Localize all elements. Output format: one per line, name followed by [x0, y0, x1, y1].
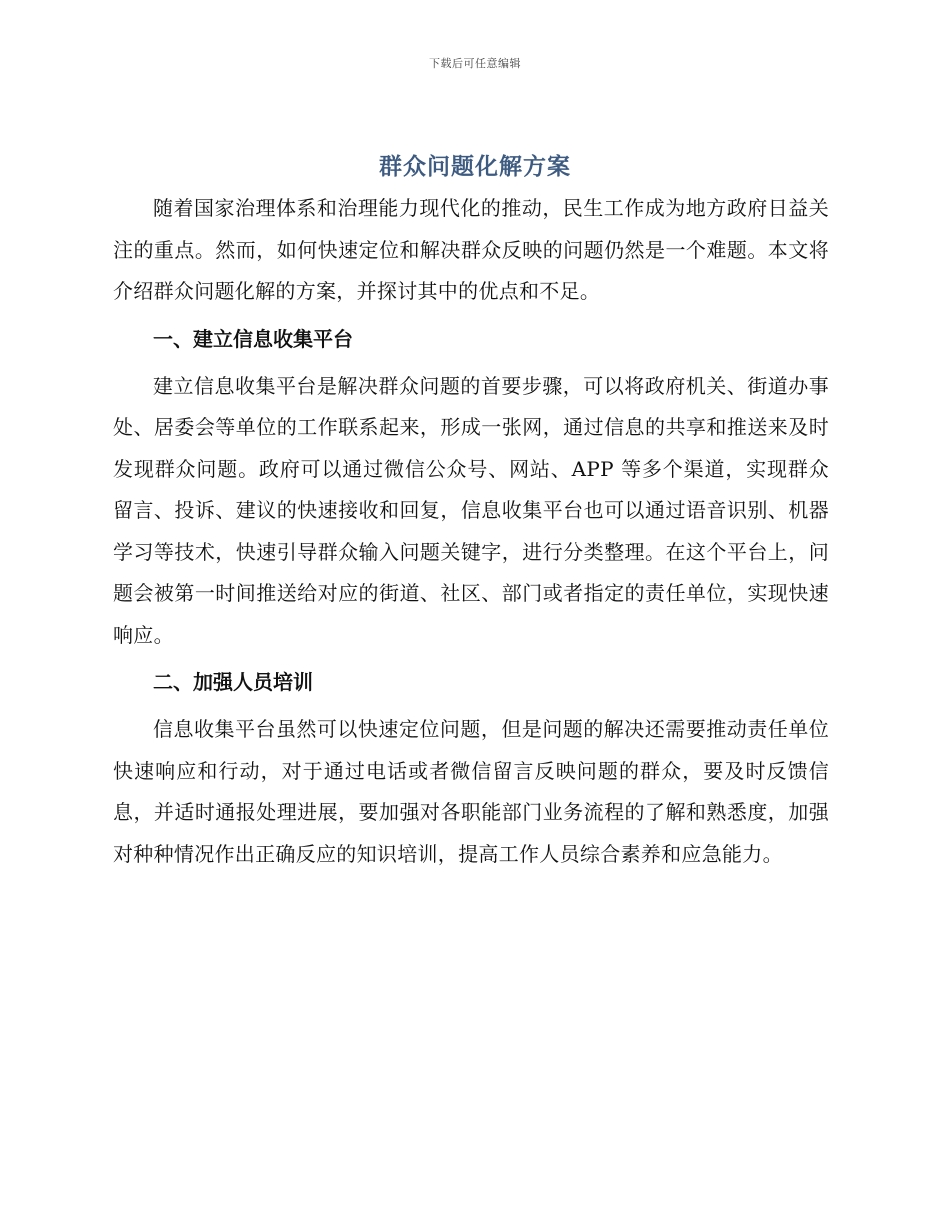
- document-title: 群众问题化解方案: [379, 154, 571, 180]
- section-paragraph-2: 信息收集平台虽然可以快速定位问题，但是问题的解决还需要推动责任单位快速响应和行动，对于通过电话或者微信留言反映问题的群众，要及时反馈信息，并适时通报处理进展，要加强对各职能部门业务流程的了解和熟悉度，加强对种种情况作出正确反应的知识培训，提高工作人员综合素养和应急能力。: [113, 717, 829, 866]
- section-heading-1: 一、建立信息收集平台: [153, 326, 353, 351]
- intro-paragraph: 随着国家治理体系和治理能力现代化的推动，民生工作成为地方政府日益关注的重点。然而，如何快速定位和解决群众反映的问题仍然是一个难题。本文将介绍群众问题化解的方案，并探讨其中的优点和不足。: [113, 196, 829, 303]
- section-heading-2: 二、加强人员培训: [153, 670, 313, 694]
- document-body: [113, 188, 829, 875]
- header-note: 下载后可任意编辑: [429, 57, 521, 70]
- section-paragraph-1: 建立信息收集平台是解决群众问题的首要步骤，可以将政府机关、街道办事处、居委会等单位的工作联系起来，形成一张网，通过信息的共享和推送来及时发现群众问题。政府可以通过微信公众号、网站、APP 等多个渠道，实现群众留言、投诉、建议的快速接收和回复，信息收集平台也可以通过语音识别、机器学习等技术，快速引导群众输入问题关键字，进行分类整理。在这个平台上，问题会被第一时间推送给对应的街道、社区、部门或者指定的责任单位，实现快速响应。: [113, 373, 829, 647]
